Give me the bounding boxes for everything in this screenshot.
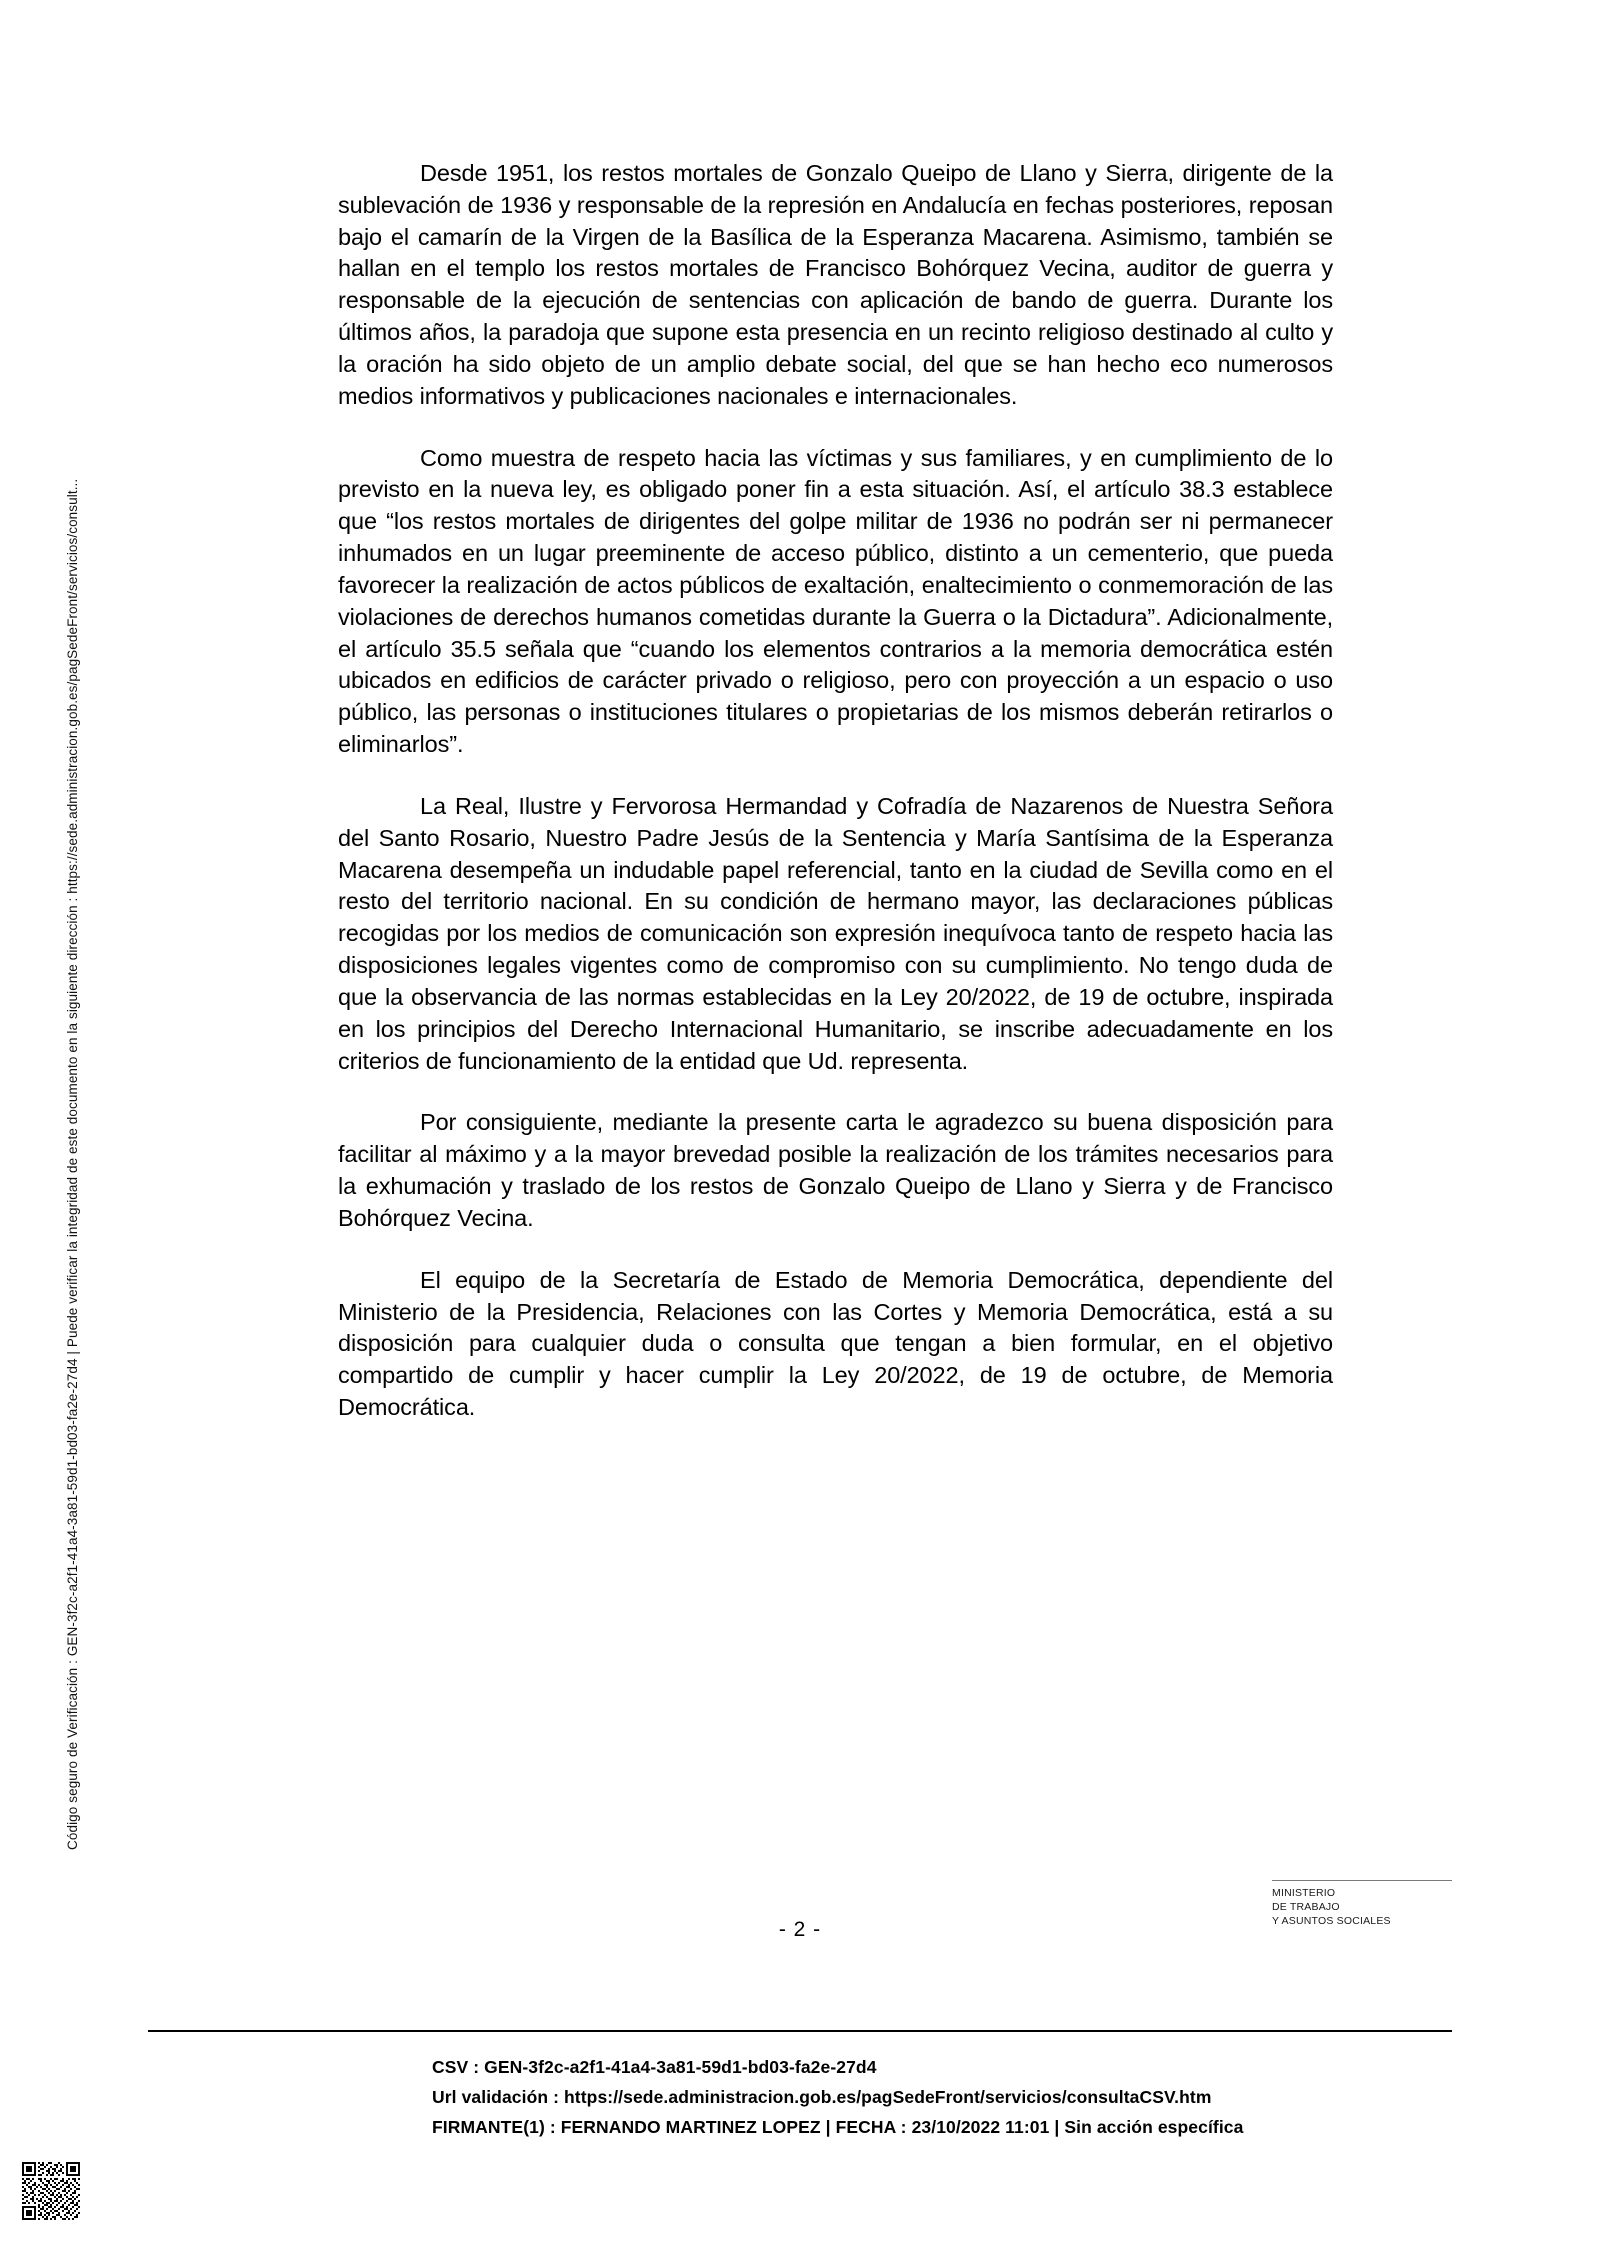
paragraph-4: Por consiguiente, mediante la presente carta le agradezco su buena disposición para facilitar al máximo y a la mayor brevedad posible la realización de los trámites necesarios para la exhumación y traslado de los restos de Gonzalo Queipo de Llano y Sierra y de Francisco Bohórquez Vecina. (338, 1109, 1333, 1231)
ministry-logo-text (1272, 1880, 1452, 1929)
verification-side-strip (62, 150, 102, 1850)
footer-block (432, 2052, 1452, 2142)
paragraph-2: Como muestra de respeto hacia las víctimas y sus familiares, y en cumplimiento de lo previsto en la nueva ley, es obligado poner fin a esta situación. Así, el artículo 38.3 establece que “los restos mortales de dirigentes del golpe militar de 1936 no podrán ser ni permanecer inhumados en un lugar preeminente de acceso público, distinto a un cementerio, que pueda favorecer la realización de actos públicos de exaltación, enaltecimiento o conmemoración de las violaciones de derechos humanos cometidas durante la Guerra o la Dictadura”. Adicionalmente, el artículo 35.5 señala que “cuando los elementos contrarios a la memoria democrática estén ubicados en edificios de carácter privado o religioso, pero con proyección a un espacio o uso público, las personas o instituciones titulares o propietarias de los mismos deberán retirarlos o eliminarlos”. (338, 444, 1333, 758)
paragraph-5: El equipo de la Secretaría de Estado de Memoria Democrática, dependiente del Ministerio de la Presidencia, Relaciones con las Cortes y Memoria Democrática, está a su disposición para cualquier duda o consulta que tengan a bien formular, en el objetivo compartido de cumplir y hacer cumplir la Ley 20/2022, de 19 de octubre, de Memoria Democrática. (338, 1266, 1333, 1420)
footer-csv: CSV : GEN-3f2c-a2f1-41a4-3a81-59d1-bd03-fa2e-27d4 (432, 2057, 877, 2077)
footer-url-validation: Url validación : https://sede.administracion.gob.es/pagSedeFront/servicios/consultaCSV.htm (432, 2087, 1212, 2108)
footer-divider (148, 2030, 1452, 2032)
page-number: - 2 - (778, 1918, 822, 1941)
ministry-line-1: MINISTERIO (1272, 1887, 1336, 1899)
letter-body (338, 158, 1333, 1424)
qr-code-icon (22, 2162, 80, 2220)
paragraph-1: Desde 1951, los restos mortales de Gonzalo Queipo de Llano y Sierra, dirigente de la sublevación de 1936 y responsable de la represión en Andalucía en fechas posteriores, reposan bajo el camarín de la Virgen de la Basílica de la Esperanza Macarena. Asimismo, también se hallan en el templo los restos mortales de Francisco Bohórquez Vecina, auditor de guerra y responsable de la ejecución de sentencias con aplicación de bando de guerra. Durante los últimos años, la paradoja que supone esta presencia en un recinto religioso destinado al culto y la oración ha sido objeto de un amplio debate social, del que se han hecho eco numerosos medios informativos y publicaciones nacionales e internacionales. (338, 160, 1333, 409)
footer-signer: FIRMANTE(1) : FERNANDO MARTINEZ LOPEZ | FECHA : 23/10/2022 11:01 | Sin acción específica (432, 2117, 1244, 2138)
paragraph-3: La Real, Ilustre y Fervorosa Hermandad y Cofradía de Nazarenos de Nuestra Señora del Santo Rosario, Nuestro Padre Jesús de la Sentencia y María Santísima de la Esperanza Macarena desempeña un indudable papel referencial, tanto en la ciudad de Sevilla como en el resto del territorio nacional. En su condición de hermano mayor, las declaraciones públicas recogidas por los medios de comunicación son expresión inequívoca tanto de respeto hacia las disposiciones legales vigentes como de compromiso con su cumplimiento. No tengo duda de que la observancia de las normas establecidas en la Ley 20/2022, de 19 de octubre, inspirada en los principios del Derecho Internacional Humanitario, se inscribe adecuadamente en los criterios de funcionamiento de la entidad que Ud. representa. (338, 792, 1333, 1074)
ministry-line-2: DE TRABAJO (1272, 1900, 1340, 1913)
ministry-line-3: Y ASUNTOS SOCIALES (1272, 1914, 1391, 1927)
verification-code-text: Código seguro de Verificación : GEN-3f2c-a2f1-41a4-3a81-59d1-bd03-fa2e-27d4 | Puede verificar la integridad de este documento en la siguiente dirección : https://sede.administracion.gob.es/pagSedeFront/servicios/consult... (65, 478, 80, 1850)
